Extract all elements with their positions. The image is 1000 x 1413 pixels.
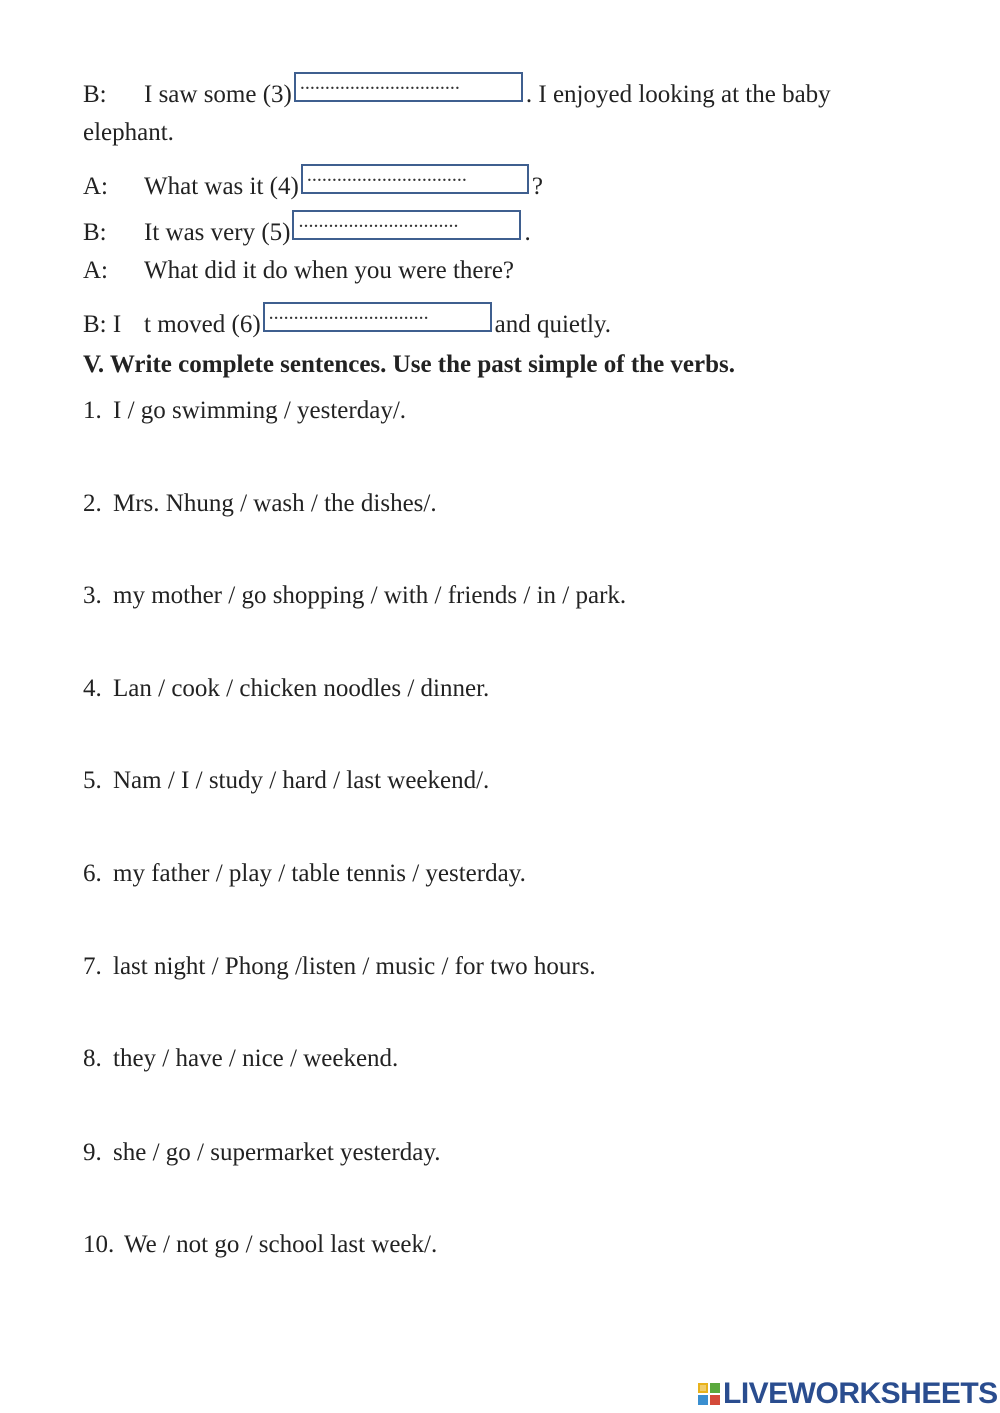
list-item bbox=[83, 581, 626, 611]
list-item bbox=[83, 859, 526, 889]
answer-blank-3[interactable]: ................................ bbox=[294, 72, 523, 102]
section-heading: V. Write complete sentences. Use the past simple of the verbs. bbox=[83, 351, 735, 378]
item-number: 8. bbox=[83, 1045, 102, 1072]
item-text: Mrs. Nhung / wash / the dishes/. bbox=[113, 490, 437, 517]
list-item bbox=[83, 674, 489, 704]
dialogue-line-a-question bbox=[83, 256, 514, 286]
prompt-text: t moved (6) bbox=[144, 311, 261, 338]
dialogue-line-3 bbox=[83, 72, 831, 110]
item-number: 2. bbox=[83, 490, 102, 517]
dialogue-line-6 bbox=[83, 302, 611, 340]
list-item bbox=[83, 766, 489, 796]
speaker-label: B: bbox=[83, 81, 107, 108]
item-number: 3. bbox=[83, 582, 102, 609]
speaker-label: A: bbox=[83, 257, 108, 284]
item-number: 4. bbox=[83, 675, 102, 702]
item-text: We / not go / school last week/. bbox=[124, 1231, 438, 1258]
answer-blank-4[interactable]: ................................ bbox=[301, 164, 529, 194]
prompt-text-after: and quietly. bbox=[494, 311, 612, 338]
prompt-text-after: ? bbox=[531, 173, 543, 200]
item-text: Lan / cook / chicken noodles / dinner. bbox=[113, 675, 490, 702]
item-text: my father / play / table tennis / yesterday. bbox=[113, 860, 526, 887]
dialogue-line-4 bbox=[83, 164, 543, 202]
logo-text: LIVEWORKSHEETS bbox=[723, 1377, 998, 1410]
item-number: 9. bbox=[83, 1139, 102, 1166]
liveworksheets-logo-icon bbox=[697, 1382, 721, 1406]
prompt-text: What did it do when you were there? bbox=[144, 257, 515, 284]
list-item bbox=[83, 1044, 398, 1074]
list-item bbox=[83, 489, 437, 519]
item-text: I / go swimming / yesterday/. bbox=[113, 397, 407, 424]
prompt-text: I saw some (3) bbox=[144, 81, 292, 108]
prompt-text-after: . I enjoyed looking at the baby bbox=[525, 81, 831, 108]
item-number: 6. bbox=[83, 860, 102, 887]
prompt-text: What was it (4) bbox=[144, 173, 299, 200]
dialogue-line-5 bbox=[83, 210, 531, 248]
continuation-text: elephant. bbox=[83, 119, 174, 146]
list-item bbox=[83, 1230, 437, 1260]
item-text: they / have / nice / weekend. bbox=[113, 1045, 399, 1072]
item-number: 1. bbox=[83, 397, 102, 424]
answer-blank-6[interactable]: ................................ bbox=[263, 302, 492, 332]
speaker-label: B: I bbox=[83, 311, 122, 338]
dialogue-line-continuation bbox=[83, 118, 174, 148]
item-text: Nam / I / study / hard / last weekend/. bbox=[113, 767, 490, 794]
speaker-label: A: bbox=[83, 173, 108, 200]
item-text: last night / Phong /listen / music / for two hours. bbox=[113, 953, 596, 980]
item-text: she / go / supermarket yesterday. bbox=[113, 1139, 441, 1166]
item-number: 7. bbox=[83, 953, 102, 980]
answer-blank-5[interactable]: ................................ bbox=[292, 210, 521, 240]
item-text: my mother / go shopping / with / friends / in / park. bbox=[113, 582, 627, 609]
list-item bbox=[83, 1138, 440, 1168]
list-item bbox=[83, 396, 406, 426]
item-number: 10. bbox=[83, 1231, 115, 1258]
prompt-text-after: . bbox=[524, 219, 531, 246]
item-number: 5. bbox=[83, 767, 102, 794]
list-item bbox=[83, 952, 596, 982]
liveworksheets-logo bbox=[697, 1378, 998, 1410]
speaker-label: B: bbox=[83, 219, 107, 246]
prompt-text: It was very (5) bbox=[144, 219, 291, 246]
